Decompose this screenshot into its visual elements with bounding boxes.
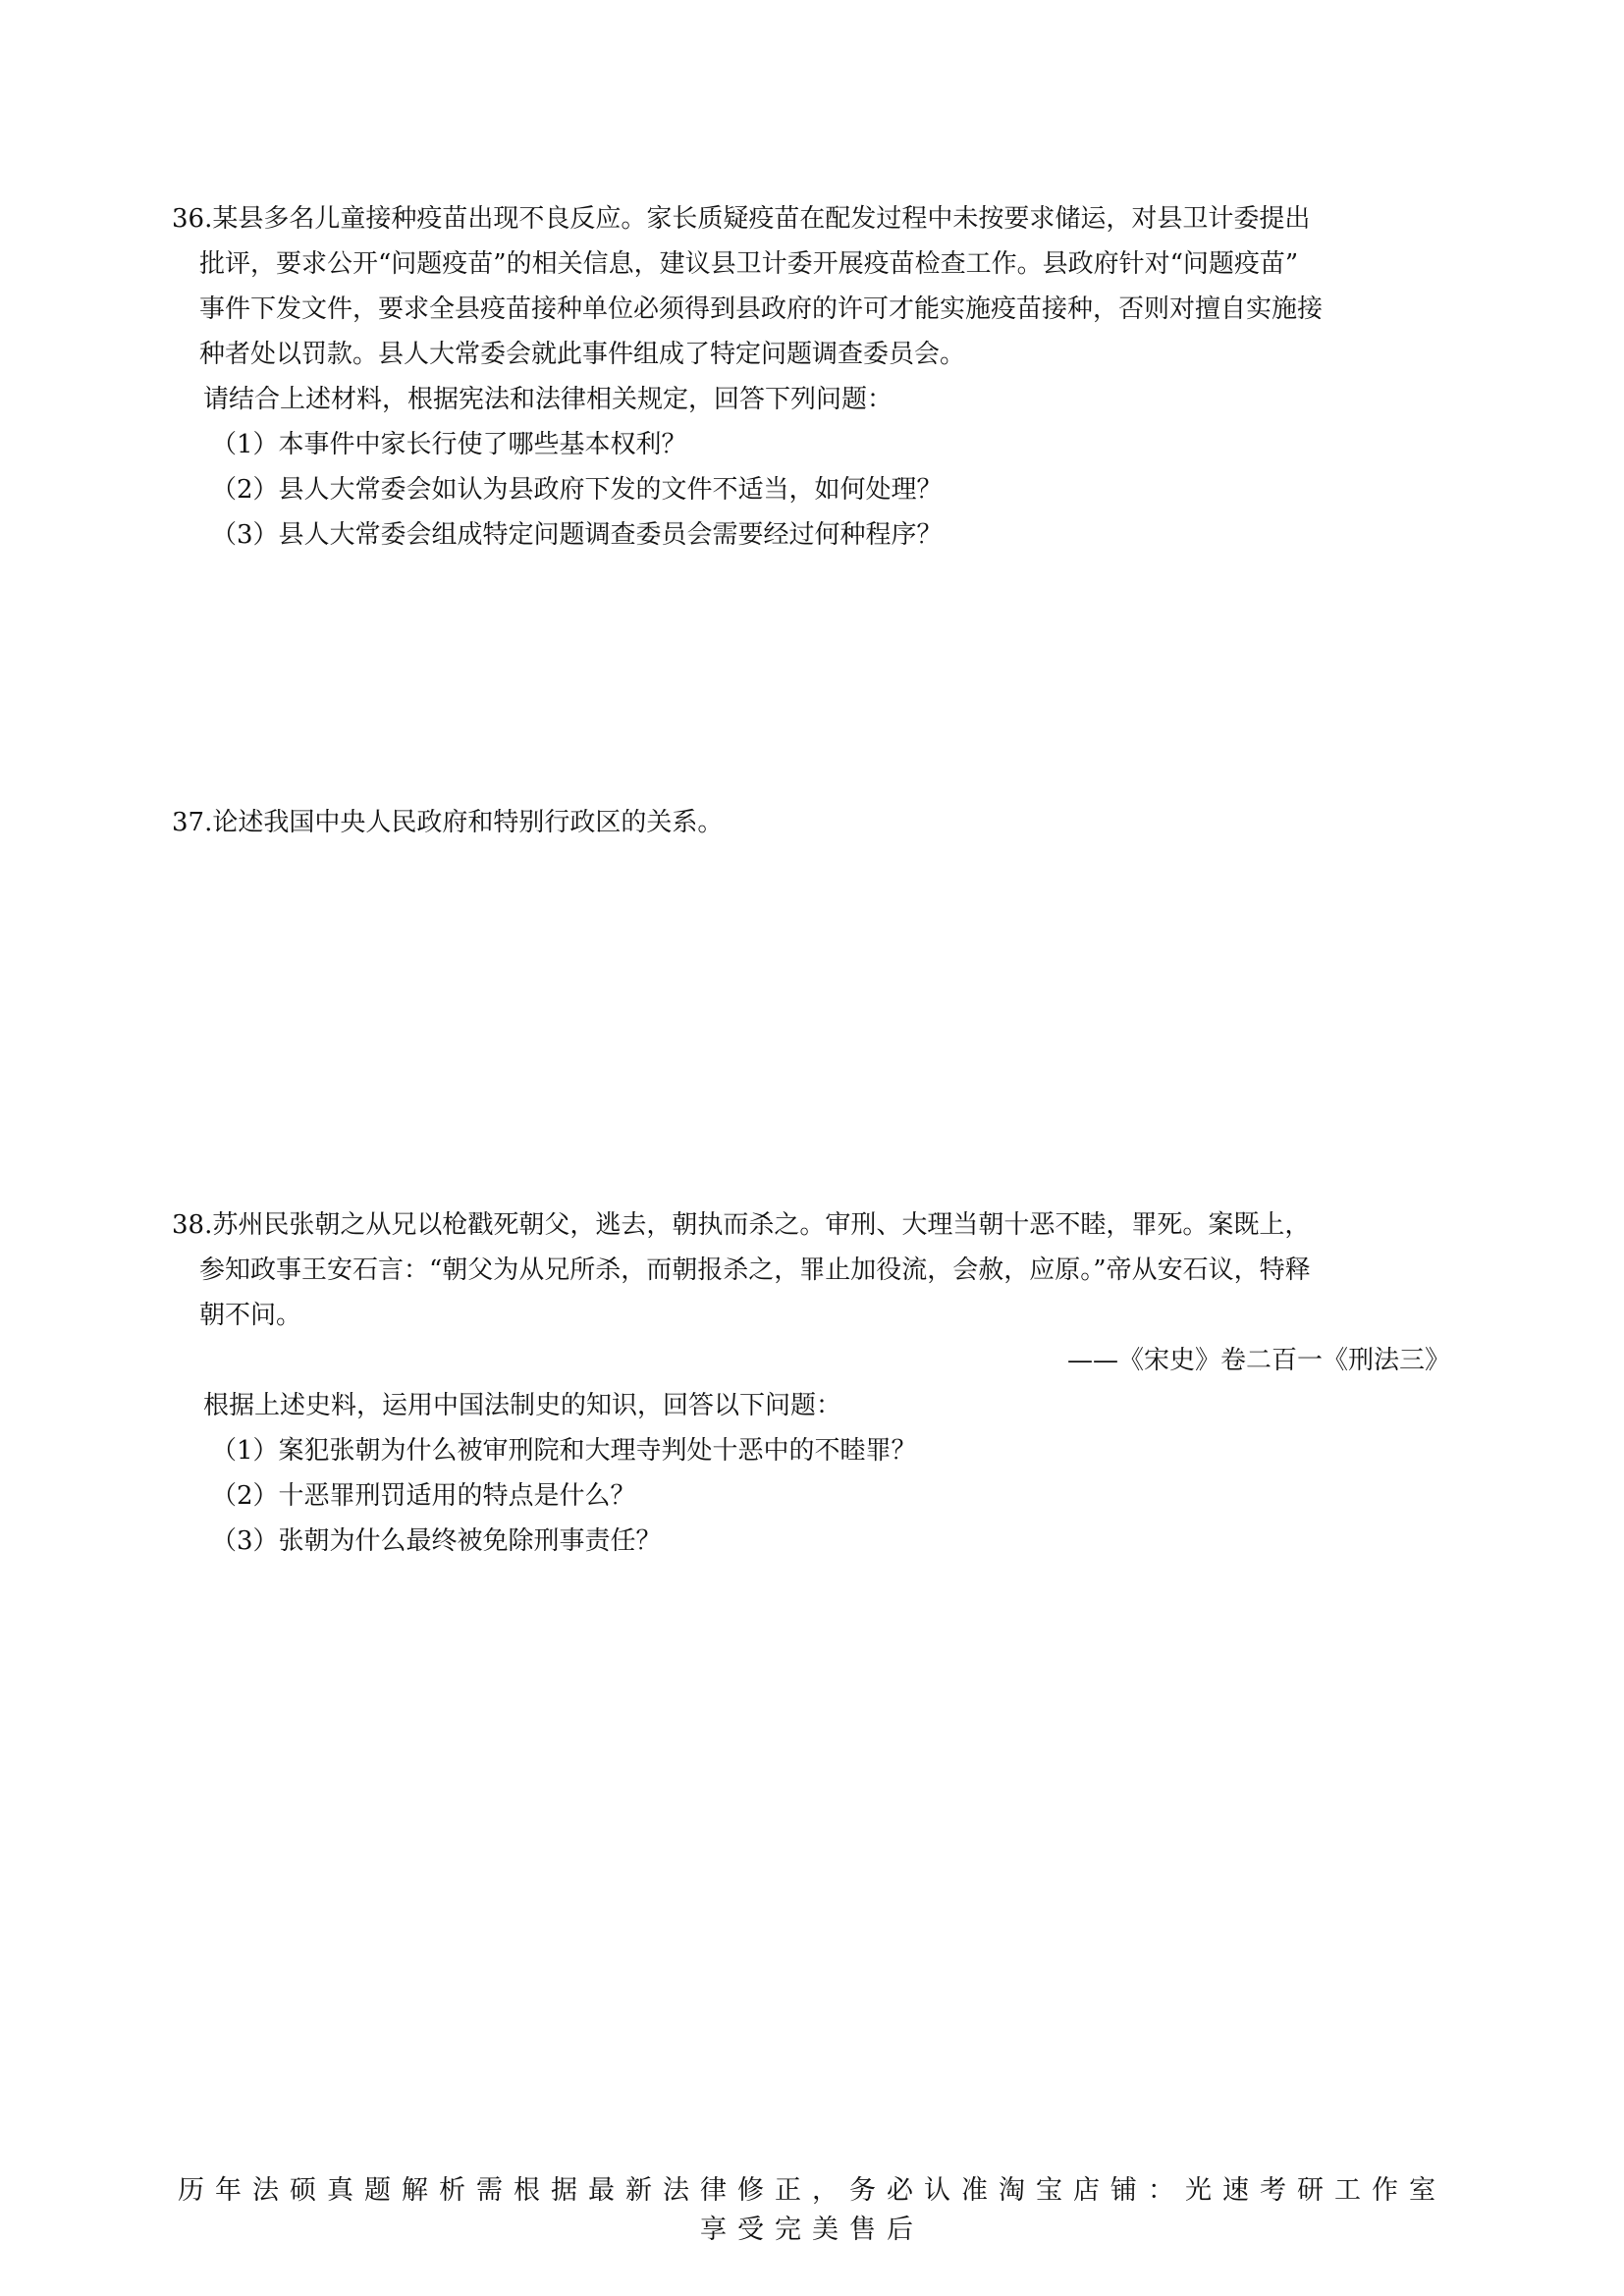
question-38-sub-3: （3）张朝为什么最终被免除刑事责任？ bbox=[211, 1526, 662, 1556]
question-36-sub-3: （3）县人大常委会组成特定问题调查委员会需要经过何种程序？ bbox=[211, 520, 943, 550]
page-footer bbox=[0, 2171, 1624, 2250]
question-38-line-2: 参知政事王安石言：“朝父为从兄所杀，而朝报杀之，罪止加役流，会赦，应原。”帝从安石议，特释 bbox=[199, 1255, 1311, 1285]
question-36-line-4: 种者处以罚款。县人大常委会就此事件组成了特定问题调查委员会。 bbox=[199, 340, 966, 369]
question-38-sub-2: （2）十恶罪刑罚适用的特点是什么？ bbox=[211, 1481, 636, 1511]
question-36-line-2: 批评，要求公开“问题疫苗”的相关信息，建议县卫计委开展疫苗检查工作。县政府针对“问题疫苗” bbox=[199, 249, 1299, 279]
question-38-line-3: 朝不问。 bbox=[199, 1301, 302, 1330]
question-37 bbox=[172, 800, 1478, 845]
question-37-text: 37.论述我国中央人民政府和特别行政区的关系。 bbox=[172, 808, 724, 837]
footer-line-1: 历年法硕真题解析需根据最新法律修正，务必认准淘宝店铺：光速考研工作室 bbox=[178, 2175, 1446, 2206]
question-38 bbox=[172, 1202, 1478, 1564]
question-36 bbox=[172, 196, 1478, 558]
question-38-line-1: 38.苏州民张朝之从兄以枪戳死朝父，逃去，朝执而杀之。审刑、大理当朝十恶不睦，罪死。案既上， bbox=[172, 1210, 1311, 1240]
footer-line-2: 享受完美售后 bbox=[700, 2215, 924, 2245]
question-36-line-1: 36.某县多名儿童接种疫苗出现不良反应。家长质疑疫苗在配发过程中未按要求储运，对县卫计委提出 bbox=[172, 204, 1311, 234]
question-36-prompt: 请结合上述材料，根据宪法和法律相关规定，回答下列问题： bbox=[203, 385, 893, 414]
question-36-sub-1: （1）本事件中家长行使了哪些基本权利？ bbox=[211, 430, 687, 459]
question-38-source: ——《宋史》卷二百一《刑法三》 bbox=[1066, 1346, 1450, 1375]
question-36-line-3: 事件下发文件，要求全县疫苗接种单位必须得到县政府的许可才能实施疫苗接种，否则对擅自实施接 bbox=[199, 294, 1324, 324]
question-38-prompt: 根据上述史料，运用中国法制史的知识，回答以下问题： bbox=[203, 1391, 842, 1420]
question-38-sub-1: （1）案犯张朝为什么被审刑院和大理寺判处十恶中的不睦罪？ bbox=[211, 1436, 917, 1466]
question-36-sub-2: （2）县人大常委会如认为县政府下发的文件不适当，如何处理？ bbox=[211, 475, 943, 505]
